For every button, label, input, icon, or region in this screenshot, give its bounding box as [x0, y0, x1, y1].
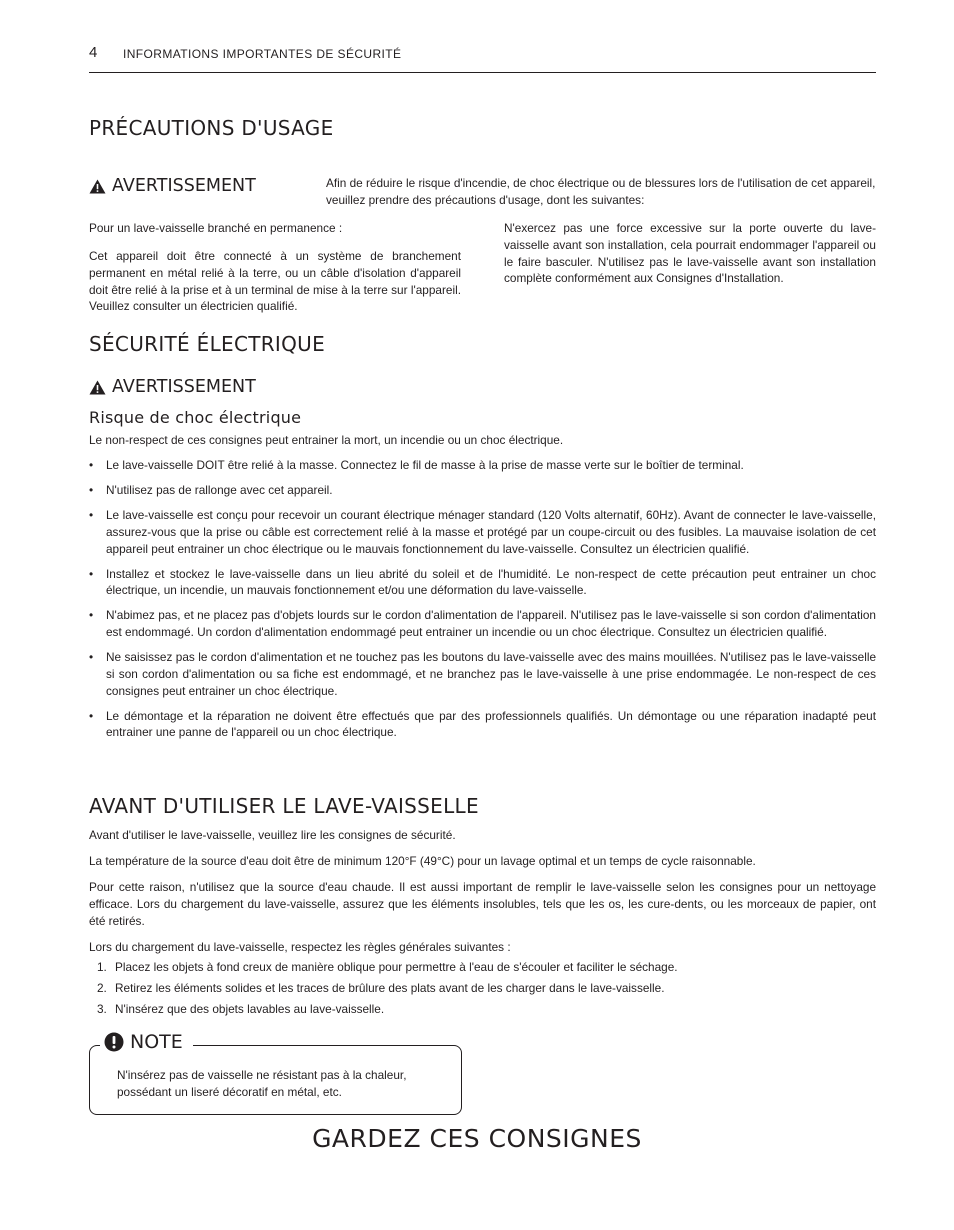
list-item: • N'abimez pas, et ne placez pas d'objets lourds sur le cordon d'alimentation de l'appareil. N'utilisez pas le lave-vaisselle si son cordon d'alimentation est endommagé. Un cordon d'alimentation endommagé peut entrainer un incendie ou un choc électrique. Consultez un électricien qualifié.: [89, 607, 876, 641]
note-text: N'insérez pas de vaisselle ne résistant pas à la chaleur, possédant un liseré décoratif en métal, etc.: [117, 1068, 407, 1099]
warning-triangle-icon: [89, 179, 106, 194]
header-title: INFORMATIONS IMPORTANTES DE SÉCURITÉ: [123, 47, 402, 61]
list-item: • Ne saisissez pas le cordon d'alimentation et ne touchez pas les boutons du lave-vaisselle avec des mains mouillées. N'utilisez pas le lave-vaisselle si son cordon d'alimentation ou sa fiche est endommagé, et ne branchez pas le lave-vaisselle à une prise endommagée. Le non-respect de ces consignes peut entrainer un choc électrique.: [89, 649, 876, 699]
footer-title: GARDEZ CES CONSIGNES: [312, 1124, 642, 1153]
list-item: • Le lave-vaisselle DOIT être relié à la masse. Connectez le fil de masse à la prise de masse verte sur le boîtier de terminal.: [89, 457, 876, 474]
exclamation-circle-icon: [104, 1032, 124, 1052]
electrical-intro: Le non-respect de ces consignes peut entrainer la mort, un incendie ou un choc électrique.: [89, 433, 564, 447]
loading-steps-list: [89, 959, 876, 1022]
step-number: 1.: [97, 960, 107, 974]
before-use-p3: Pour cette raison, n'utilisez que la source d'eau chaude. Il est aussi important de remplir le lave-vaisselle selon les consignes pour un nettoyage efficace. Lors du chargement du lave-vaisselle, assurez que les éléments insolubles, tels que les os, les cure-dents, ou les morceaux de papier, ont été retirés.: [89, 880, 876, 928]
usage-left-p1: Pour un lave-vaisselle branché en permanence :: [89, 221, 343, 235]
list-item: • Le démontage et la réparation ne doivent être effectués que par des professionnels qualifiés. Un démontage ou une réparation inadapté peut entrainer une panne de l'appareil ou un choc électrique.: [89, 708, 876, 742]
list-item: • Le lave-vaisselle est conçu pour recevoir un courant électrique ménager standard (120 Volts alternatif, 60Hz). Avant de connecter le lave-vaisselle, assurez-vous que la prise ou câble est correctement relié à la masse et protégé par un coupe-circuit ou des fusibles. La mauvaise isolation de cet appareil peut entrainer un choc électrique ou le mauvais fonctionnement du lave-vaisselle. Consultez un électricien qualifié.: [89, 507, 876, 557]
note-label: NOTE: [130, 1031, 183, 1053]
step-text: Retirez les éléments solides et les traces de brûlure des plats avant de les charger dans le lave-vaisselle.: [115, 980, 665, 995]
before-use-p4: Lors du chargement du lave-vaisselle, respectez les règles générales suivantes :: [89, 940, 511, 954]
note-heading: [100, 1031, 193, 1053]
list-item: • Installez et stockez le lave-vaisselle dans un lieu abrité du soleil et de l'humidité. Le non-respect de cette précaution peut entrainer un choc électrique, un incendie, un mauvais fonctionnement et/ou une déformation du lave-vaisselle.: [89, 566, 876, 600]
step-number: 2.: [97, 980, 107, 995]
page-number: 4: [89, 44, 98, 61]
usage-right-p1: N'exercez pas une force excessive sur la porte ouverte du lave-vaisselle avant son installation, cela pourrait endommager l'appareil ou le faire basculer. N'utilisez pas le lave-vaisselle avant son installation complète conformément aux Consignes d'Installation.: [504, 221, 876, 286]
list-item: • N'utilisez pas de rallonge avec cet appareil.: [89, 482, 876, 499]
before-use-p1: Avant d'utiliser le lave-vaisselle, veuillez lire les consignes de sécurité.: [89, 828, 456, 842]
electrical-bullet-list: [89, 457, 876, 749]
step-text: N'insérez que des objets lavables au lave-vaisselle.: [115, 1001, 385, 1016]
step-number: 3.: [97, 1001, 107, 1016]
warning-label-electrical: [89, 377, 256, 397]
subheading-shock-risk: Risque de choc électrique: [89, 408, 302, 427]
section-heading-usage: PRÉCAUTIONS D'USAGE: [89, 116, 334, 140]
section-heading-before-use: AVANT D'UTILISER LE LAVE-VAISSELLE: [89, 794, 479, 818]
warning-text: AVERTISSEMENT: [112, 377, 256, 397]
page-header: [89, 44, 876, 73]
section-heading-electrical: SÉCURITÉ ÉLECTRIQUE: [89, 332, 326, 356]
warning-text: AVERTISSEMENT: [112, 176, 256, 196]
usage-left-p2: Cet appareil doit être connecté à un système de branchement permanent en métal relié à la terre, ou un câble d'isolation d'appareil doit être relié à la prise et à un terminal de mise à la terre sur l'appareil. Veuillez consulter un électricien qualifié.: [89, 249, 461, 314]
list-item: [89, 1001, 876, 1018]
list-item: [89, 980, 876, 997]
list-item: [89, 959, 876, 976]
step-text: Placez les objets à fond creux de manière oblique pour permettre à l'eau de s'écouler et faciliter le séchage.: [115, 960, 678, 974]
before-use-p2: La température de la source d'eau doit être de minimum 120°F (49°C) pour un lavage optimal et un temps de cycle raisonnable.: [89, 854, 756, 868]
warning-triangle-icon: [89, 380, 106, 395]
warning-label-usage: [89, 176, 256, 196]
usage-intro: Afin de réduire le risque d'incendie, de choc électrique ou de blessures lors de l'utilisation de cet appareil, veuillez prendre des précautions d'usage, dont les suivantes:: [326, 176, 876, 207]
